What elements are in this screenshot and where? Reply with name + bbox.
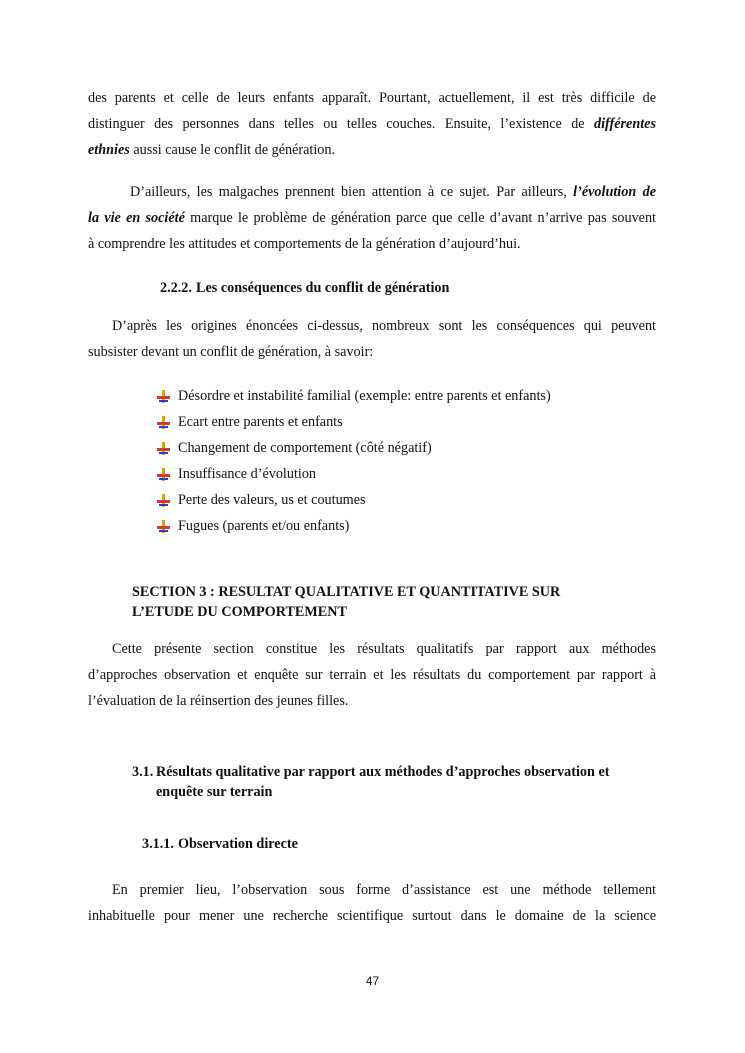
paragraph-2 (88, 179, 656, 257)
paragraph-line: la vie en société marque le problème de génération parce que celle d’avant n’arrive pas souvent (88, 210, 656, 226)
paragraph-line: En premier lieu, l’observation sous forme d’assistance est une méthode tellement (112, 882, 656, 898)
paragraph-3 (88, 313, 656, 365)
emphasis-text: différentes (594, 116, 656, 132)
bullet-icon (157, 468, 170, 481)
list-item: Fugues (parents et/ou enfants) (157, 513, 551, 539)
paragraph-line: Cette présente section constitue les résultats qualitatifs par rapport aux méthodes (112, 641, 656, 657)
page-number: 47 (365, 974, 380, 988)
paragraph-line: ethnies aussi cause le conflit de génération. (88, 142, 336, 158)
section-heading-line: SECTION 3 : RESULTAT QUALITATIVE ET QUANTITATIVE SUR (132, 584, 561, 600)
bullet-icon (157, 390, 170, 403)
emphasis-text: ethnies (88, 142, 130, 158)
subsection-heading-2-2-2 (160, 278, 449, 298)
paragraph-line: l’évaluation de la réinsertion des jeunes filles. (88, 693, 349, 709)
paragraph-line: à comprendre les attitudes et comportements de la génération d’aujourd’hui. (88, 236, 521, 252)
heading-title-continued: enquête sur terrain (156, 784, 273, 800)
emphasis-text: la vie en société (88, 210, 185, 226)
paragraph-1 (88, 85, 656, 163)
paragraph-line: inhabituelle pour mener une recherche scientifique surtout dans le domaine de la science (88, 908, 656, 924)
paragraph-4 (88, 636, 656, 714)
paragraph-line: D’après les origines énoncées ci-dessus, nombreux sont les conséquences qui peuvent (112, 318, 656, 334)
subsection-heading-3-1-1 (142, 834, 298, 854)
heading-title: Résultats qualitative par rapport aux méthodes d’approches observation et (156, 764, 610, 780)
list-item: Perte des valeurs, us et coutumes (157, 487, 551, 513)
paragraph-line: d’approches observation et enquête sur terrain et les résultats du comportement par rapport à (88, 667, 656, 683)
section-3-heading (132, 582, 560, 622)
list-item: Changement de comportement (côté négatif) (157, 435, 551, 461)
subsection-heading-3-1 (132, 762, 609, 802)
list-item: Désordre et instabilité familial (exemple: entre parents et enfants) (157, 383, 551, 409)
paragraph-line: D’ailleurs, les malgaches prennent bien attention à ce sujet. Par ailleurs, l’évolution de (130, 184, 656, 200)
heading-number: 2.2.2. (160, 280, 192, 296)
heading-number: 3.1. (132, 764, 154, 780)
list-item: Ecart entre parents et enfants (157, 409, 551, 435)
bullet-icon (157, 416, 170, 429)
bullet-icon (157, 442, 170, 455)
paragraph-line: subsister devant un conflit de génération, à savoir: (88, 344, 374, 360)
paragraph-line: distinguer des personnes dans telles ou telles couches. Ensuite, l’existence de différentes (88, 116, 656, 132)
bullet-icon (157, 494, 170, 507)
heading-title: Observation directe (178, 836, 298, 852)
list-item: Insuffisance d’évolution (157, 461, 551, 487)
paragraph-5 (88, 877, 656, 929)
heading-number: 3.1.1. (142, 836, 174, 852)
section-heading-line: L’ETUDE DU COMPORTEMENT (132, 604, 347, 620)
emphasis-text: l’évolution de (573, 184, 656, 200)
heading-title: Les conséquences du conflit de génération (196, 280, 450, 296)
bullet-icon (157, 520, 170, 533)
paragraph-line: des parents et celle de leurs enfants apparaît. Pourtant, actuellement, il est très difficile de (88, 90, 656, 106)
consequences-list (157, 383, 551, 539)
